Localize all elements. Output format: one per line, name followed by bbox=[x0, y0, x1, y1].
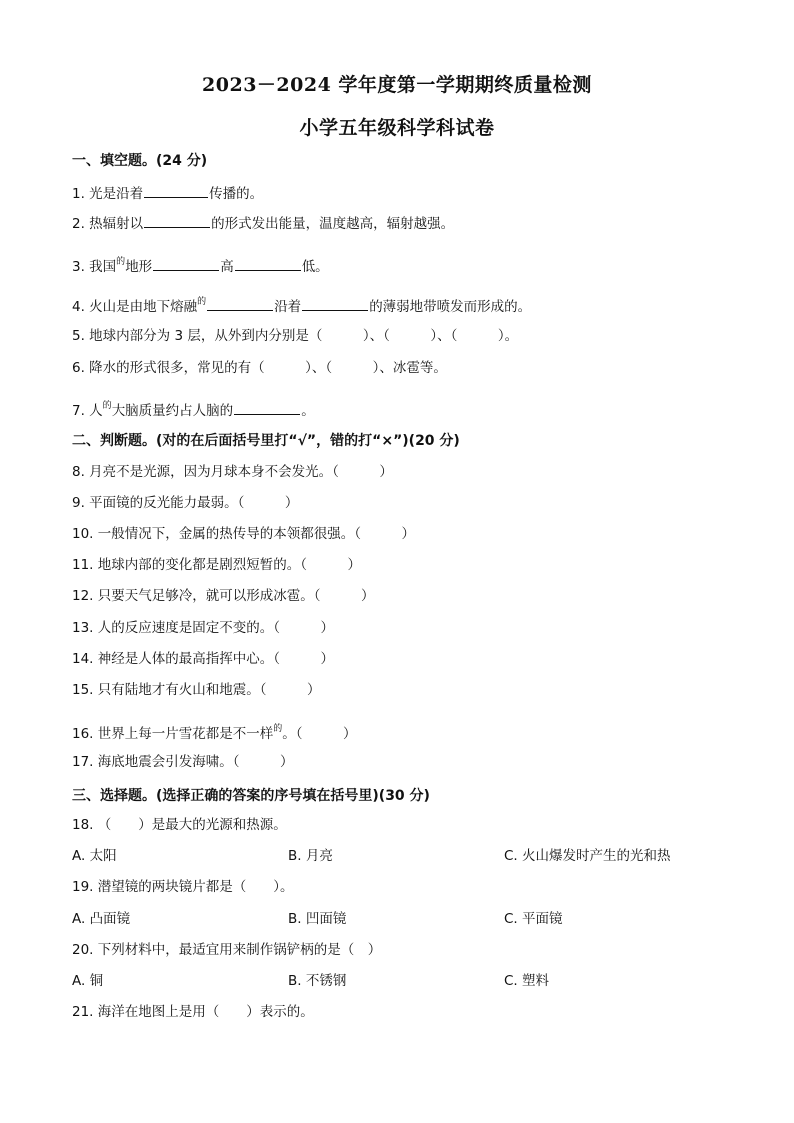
question-14: 14. 神经是人体的最高指挥中心。（ ） bbox=[72, 651, 335, 667]
option-c[interactable]: C. 火山爆发时产生的光和热 bbox=[504, 848, 671, 864]
question-text: 。 bbox=[301, 403, 315, 419]
question-text: 1. 光是沿着 bbox=[72, 186, 144, 202]
answer-blank[interactable] bbox=[144, 213, 210, 228]
question-9: 9. 平面镜的反光能力最弱。（ ） bbox=[72, 495, 299, 511]
question-15: 15. 只有陆地才有火山和地震。（ ） bbox=[72, 682, 321, 698]
section-heading-multiple-choice: 三、选择题。(选择正确的答案的序号填在括号里)(30 分) bbox=[72, 788, 430, 804]
question-1 bbox=[72, 183, 263, 203]
question-text: 高 bbox=[220, 259, 234, 275]
exam-title: 2023－2024 学年度第一学期期终质量检测 bbox=[202, 74, 592, 96]
question-16 bbox=[72, 720, 357, 743]
question-21: 21. 海洋在地图上是用（ ）表示的。 bbox=[72, 1004, 314, 1020]
section-heading-true-false: 二、判断题。(对的在后面括号里打“√”，错的打“×”)(20 分) bbox=[72, 433, 460, 449]
question-text: 沿着 bbox=[274, 299, 302, 315]
answer-blank[interactable] bbox=[234, 400, 300, 415]
answer-blank[interactable] bbox=[144, 183, 208, 198]
option-a[interactable]: A. 铜 bbox=[72, 973, 104, 989]
question-8: 8. 月亮不是光源，因为月球本身不会发光。（ ） bbox=[72, 464, 393, 480]
question-2 bbox=[72, 213, 454, 233]
question-13: 13. 人的反应速度是固定不变的。（ ） bbox=[72, 620, 335, 636]
question-text: 的薄弱地带喷发而形成的。 bbox=[369, 299, 532, 315]
question-6: 6. 降水的形式很多，常见的有（ ）、（ ）、冰雹等。 bbox=[72, 360, 447, 376]
question-19: 19. 潜望镜的两块镜片都是（ ）。 bbox=[72, 879, 294, 895]
option-a[interactable]: A. 太阳 bbox=[72, 848, 117, 864]
question-20: 20. 下列材料中，最适宜用来制作锅铲柄的是（ ） bbox=[72, 942, 382, 958]
question-text: 4. 火山是由地下熔融 bbox=[72, 299, 198, 315]
option-b[interactable]: B. 月亮 bbox=[288, 848, 333, 864]
answer-blank[interactable] bbox=[235, 256, 301, 271]
option-b[interactable]: B. 凹面镜 bbox=[288, 911, 347, 927]
superscript-char: 的 bbox=[197, 297, 207, 307]
superscript-char: 的 bbox=[102, 401, 112, 411]
question-text: 传播的。 bbox=[209, 186, 264, 202]
question-text: 2. 热辐射以 bbox=[72, 216, 144, 232]
question-5: 5. 地球内部分为 3 层，从外到内分别是（ ）、（ ）、（ ）。 bbox=[72, 328, 519, 344]
question-text: 3. 我国 bbox=[72, 259, 117, 275]
option-c[interactable]: C. 塑料 bbox=[504, 973, 550, 989]
question-text: 大脑质量约占人脑的 bbox=[111, 403, 234, 419]
question-text: 地形 bbox=[125, 259, 153, 275]
question-text: 7. 人 bbox=[72, 403, 103, 419]
question-17: 17. 海底地震会引发海啸。（ ） bbox=[72, 754, 294, 770]
option-a[interactable]: A. 凸面镜 bbox=[72, 911, 131, 927]
answer-blank[interactable] bbox=[207, 296, 273, 311]
question-11: 11. 地球内部的变化都是剧烈短暂的。（ ） bbox=[72, 557, 362, 573]
section-heading-fill-blank: 一、填空题。(24 分) bbox=[72, 153, 208, 169]
question-text: 的形式发出能量，温度越高，辐射越强。 bbox=[211, 216, 455, 232]
question-text: 。（ ） bbox=[282, 726, 357, 742]
superscript-char: 的 bbox=[116, 257, 126, 267]
exam-subtitle: 小学五年级科学科试卷 bbox=[299, 117, 495, 139]
answer-blank[interactable] bbox=[302, 296, 368, 311]
question-7 bbox=[72, 397, 315, 420]
option-c[interactable]: C. 平面镜 bbox=[504, 911, 563, 927]
option-b[interactable]: B. 不锈钢 bbox=[288, 973, 347, 989]
question-3 bbox=[72, 253, 329, 276]
question-18: 18. （ ）是最大的光源和热源。 bbox=[72, 817, 287, 833]
question-10: 10. 一般情况下，金属的热传导的本领都很强。（ ） bbox=[72, 526, 416, 542]
question-12: 12. 只要天气足够冷，就可以形成冰雹。（ ） bbox=[72, 588, 375, 604]
superscript-char: 的 bbox=[273, 724, 283, 734]
question-4 bbox=[72, 293, 531, 316]
question-text: 低。 bbox=[301, 259, 329, 275]
question-text: 16. 世界上每一片雪花都是不一样 bbox=[72, 726, 274, 742]
answer-blank[interactable] bbox=[153, 256, 219, 271]
